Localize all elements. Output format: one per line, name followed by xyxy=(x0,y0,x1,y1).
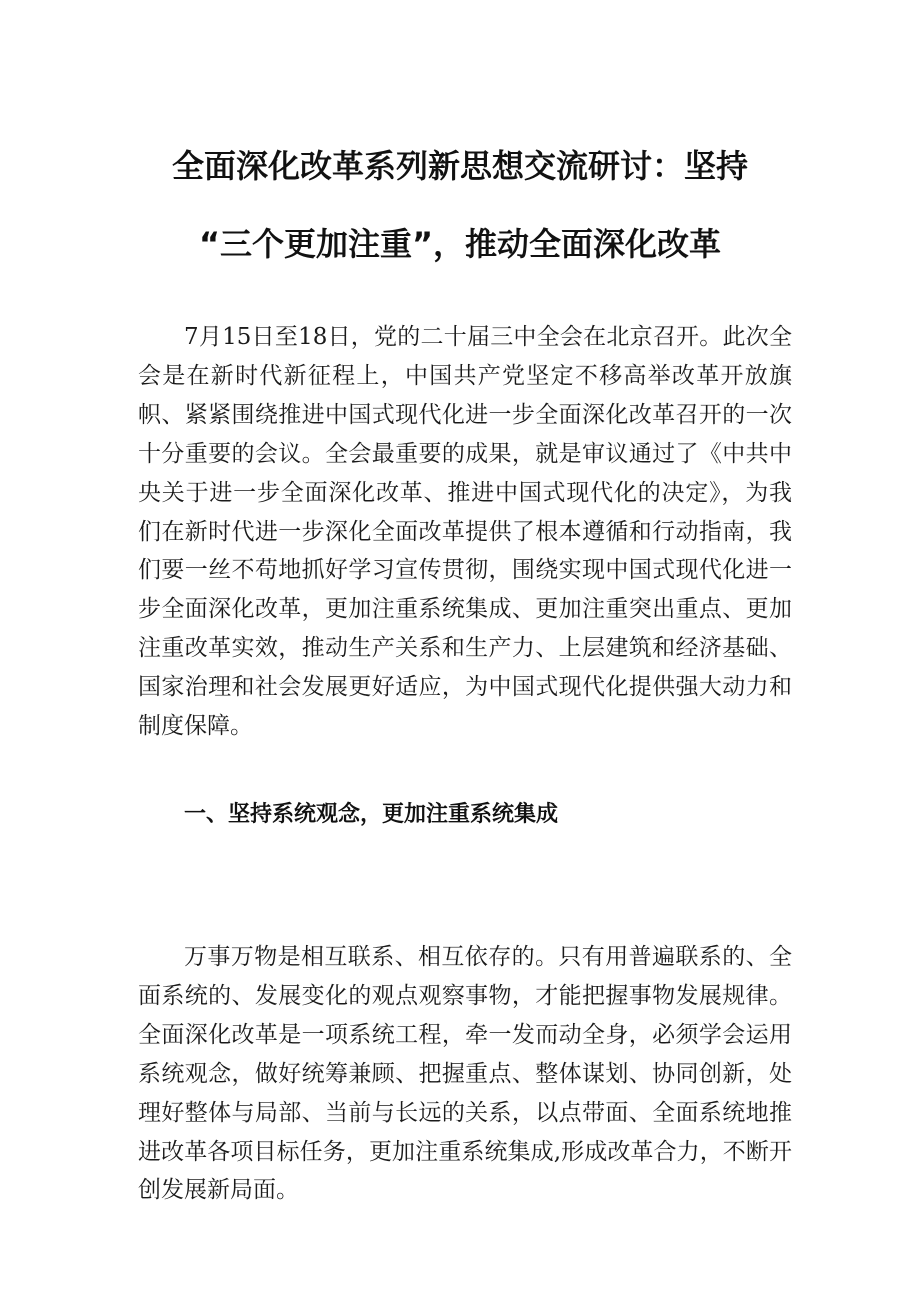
document-title-line-2: “三个更加注重”，推动全面深化改革 xyxy=(198,225,722,263)
document-title-line-1: 全面深化改革系列新思想交流研讨：坚持 xyxy=(171,147,748,185)
section-heading-1: 一、坚持系统观念，更加注重系统集成 xyxy=(184,802,559,827)
section-1-paragraph: 万事万物是相互联系、相互依存的。只有用普遍联系的、全面系统的、发展变化的观点观察事物，才能把握事物发展规律。全面深化改革是一项系统工程，牵一发而动全身，必须学会运用系统观念，做好统筹兼顾、把握重点、整体谋划、协同创新，处理好整体与局部、当前与长远的关系，以点带面、全面系统地推进改革各项目标任务，更加注重系统集成,形成改革合力，不断开创发展新局面。 xyxy=(138,944,792,1204)
intro-paragraph: 7月15日至18日，党的二十届三中全会在北京召开。此次全会是在新时代新征程上，中国共产党坚定不移高举改革开放旗帜、紧紧围绕推进中国式现代化进一步全面深化改革召开的一次十分重要的会议。全会最重要的成果，就是审议通过了《中共中央关于进一步全面深化改革、推进中国式现代化的决定》，为我们在新时代进一步深化全面改革提供了根本遵循和行动指南，我们要一丝不苟地抓好学习宣传贯彻，围绕实现中国式现代化进一步全面深化改革，更加注重系统集成、更加注重突出重点、更加注重改革实效，推动生产关系和生产力、上层建筑和经济基础、国家治理和社会发展更好适应，为中国式现代化提供强大动力和制度保障。 xyxy=(138,324,792,740)
